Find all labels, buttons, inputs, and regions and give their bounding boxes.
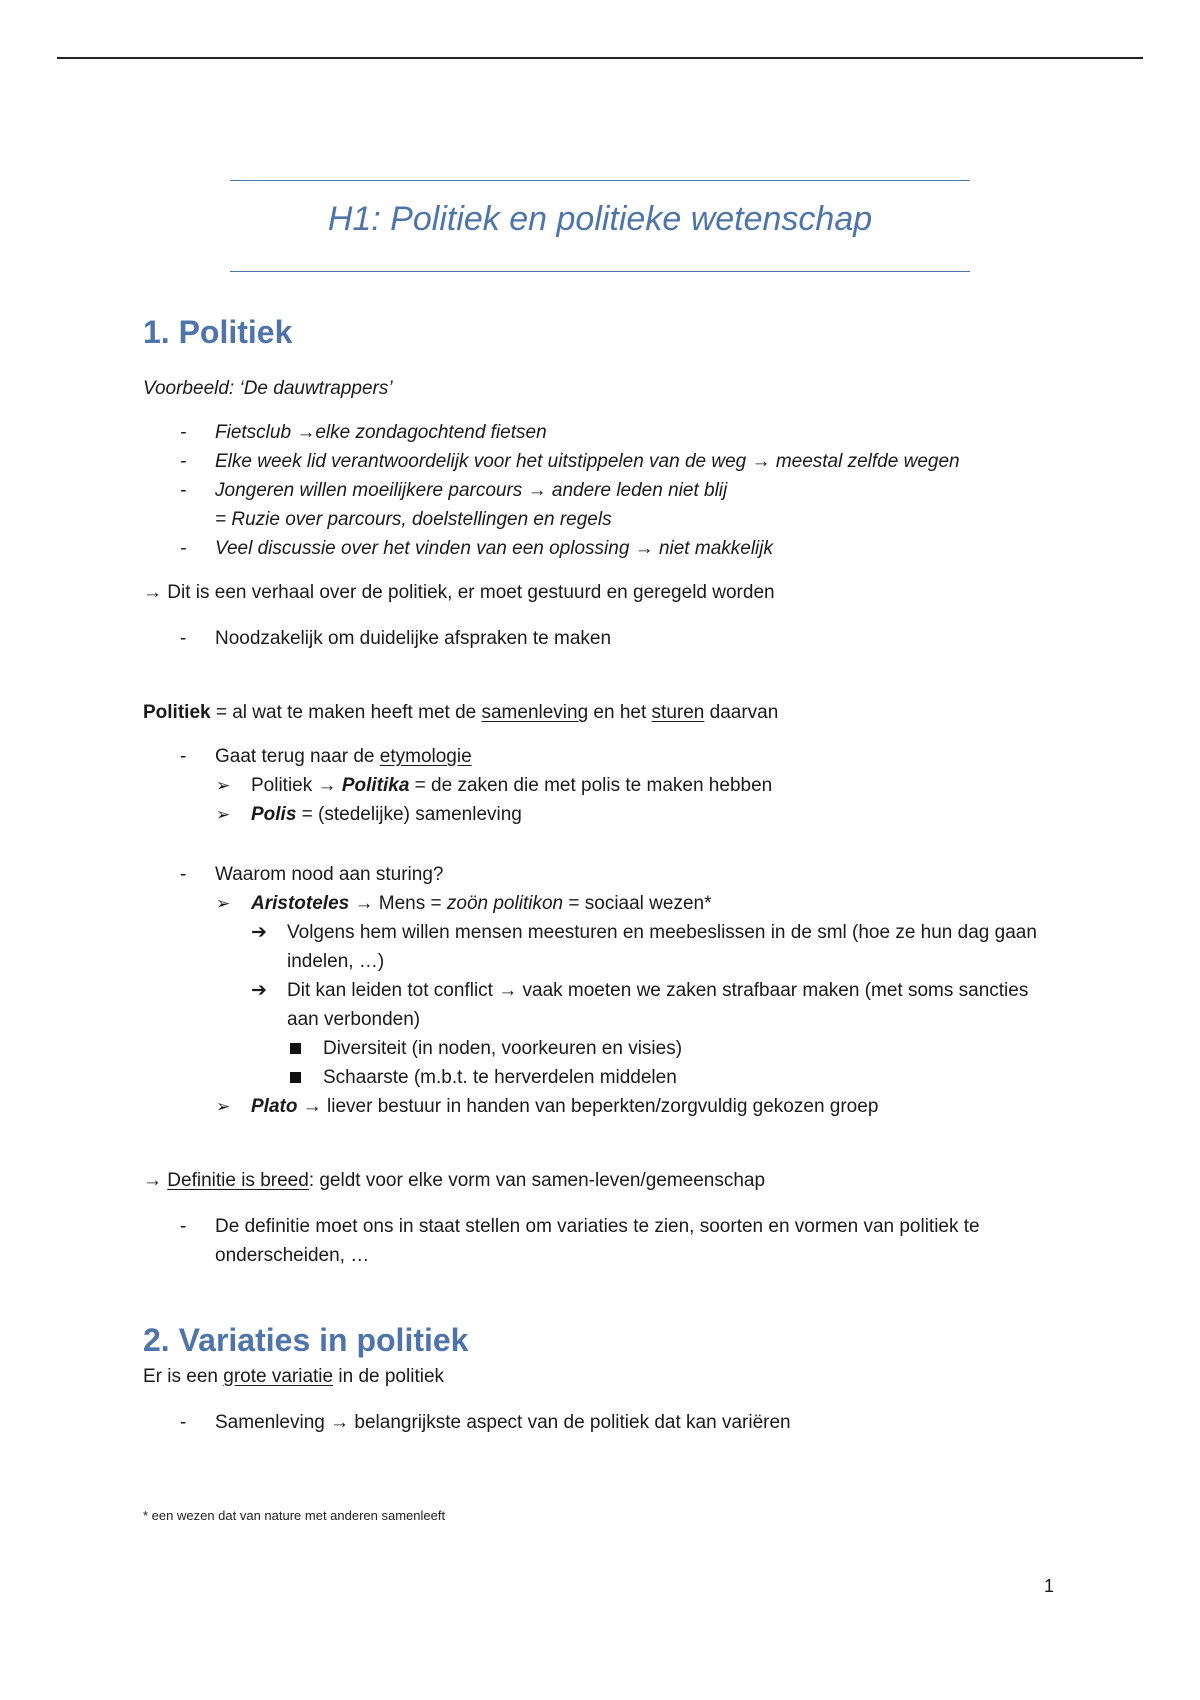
example-list	[143, 418, 1063, 563]
list-item: Diversiteit (in noden, voorkeuren en visies)	[143, 1034, 1063, 1063]
etymology-block	[143, 742, 1063, 829]
list-item: ➢ Plato → liever bestuur in handen van beperkten/zorgvuldig gekozen groep	[143, 1092, 1063, 1121]
document-title: H1: Politiek en politieke wetenschap	[327, 200, 873, 238]
document-body	[143, 312, 1063, 1437]
page-top-border	[57, 57, 1143, 59]
arrow-icon: →	[498, 980, 518, 1001]
steering-block	[143, 860, 1063, 1121]
arrow-icon: →	[143, 1170, 162, 1191]
arrow-icon: →	[354, 893, 374, 914]
list-item: ➔ Volgens hem willen mensen meesturen en meebeslissen in de sml (hoe ze hun dag gaan indelen, …)	[143, 918, 1063, 976]
definition-politiek: Politiek = al wat te maken heeft met de samenleving en het sturen daarvan	[143, 702, 779, 723]
list-item: - Waarom nood aan sturing?	[180, 864, 444, 885]
square-bullet-icon	[290, 1043, 301, 1054]
list-item: Schaarste (m.b.t. te herverdelen middelen	[143, 1063, 1063, 1092]
conclusion-line: → Dit is een verhaal over de politiek, er moet gestuurd en geregeld worden	[143, 582, 775, 603]
list-item: ➔ Dit kan leiden tot conflict → vaak moeten we zaken strafbaar maken (met soms sancties aan verbonden)	[143, 976, 1063, 1034]
section2-intro: Er is een grote variatie in de politiek	[143, 1366, 445, 1387]
arrow-icon: →	[527, 480, 547, 501]
list-item: - Gaat terug naar de etymologie	[180, 746, 472, 767]
example-label: Voorbeeld: ‘De dauwtrappers’	[143, 378, 393, 399]
footnote: * een wezen dat van nature met anderen samenleeft	[143, 1508, 446, 1523]
section-heading-politiek: 1. Politiek	[143, 314, 293, 350]
triangle-bullet-icon: ➢	[216, 805, 231, 824]
triangle-bullet-icon: ➢	[216, 776, 231, 795]
triangle-bullet-icon: ➢	[216, 894, 231, 913]
arrow-icon: →	[634, 538, 654, 559]
list-item: ➢ Polis = (stedelijke) samenleving	[143, 800, 1063, 829]
bold-arrow-icon: ➔	[251, 922, 267, 943]
broad-definition-line: → Definitie is breed: geldt voor elke vorm van samen-leven/gemeenschap	[143, 1170, 766, 1191]
list-item: - Noodzakelijk om duidelijke afspraken te maken	[180, 628, 612, 649]
list-item: - Samenleving → belangrijkste aspect van de politiek dat kan variëren	[180, 1412, 791, 1433]
title-rule-top	[230, 180, 970, 181]
list-item: ➢ Aristoteles → Mens = zoön politikon = sociaal wezen*	[143, 889, 1063, 918]
arrow-icon: →	[317, 775, 337, 796]
triangle-bullet-icon: ➢	[216, 1097, 231, 1116]
section-heading-variaties: 2. Variaties in politiek	[143, 1322, 469, 1358]
arrow-icon: →	[751, 451, 771, 472]
list-item: - De definitie moet ons in staat stellen om variaties te zien, soorten en vormen van politiek te onderscheiden, …	[180, 1216, 980, 1266]
bold-arrow-icon: ➔	[251, 980, 267, 1001]
arrow-icon: →	[302, 1096, 322, 1117]
arrow-icon: →	[296, 422, 316, 443]
page-number: 1	[1044, 1576, 1055, 1596]
arrow-icon: →	[330, 1412, 350, 1433]
list-item: - Veel discussie over het vinden van een oplossing → niet makkelijk	[180, 538, 773, 559]
square-bullet-icon	[290, 1072, 301, 1083]
list-item: - Jongeren willen moeilijkere parcours → andere leden niet blij = Ruzie over parcours, doelstellingen en regels	[180, 480, 728, 530]
list-item: - Elke week lid verantwoordelijk voor het uitstippelen van de weg → meestal zelfde wegen	[180, 451, 960, 472]
list-item: ➢ Politiek → Politika = de zaken die met polis te maken hebben	[143, 771, 1063, 800]
arrow-icon: →	[143, 582, 162, 603]
list-item: - Fietsclub →elke zondagochtend fietsen	[180, 422, 547, 443]
title-rule-bottom	[230, 271, 970, 272]
